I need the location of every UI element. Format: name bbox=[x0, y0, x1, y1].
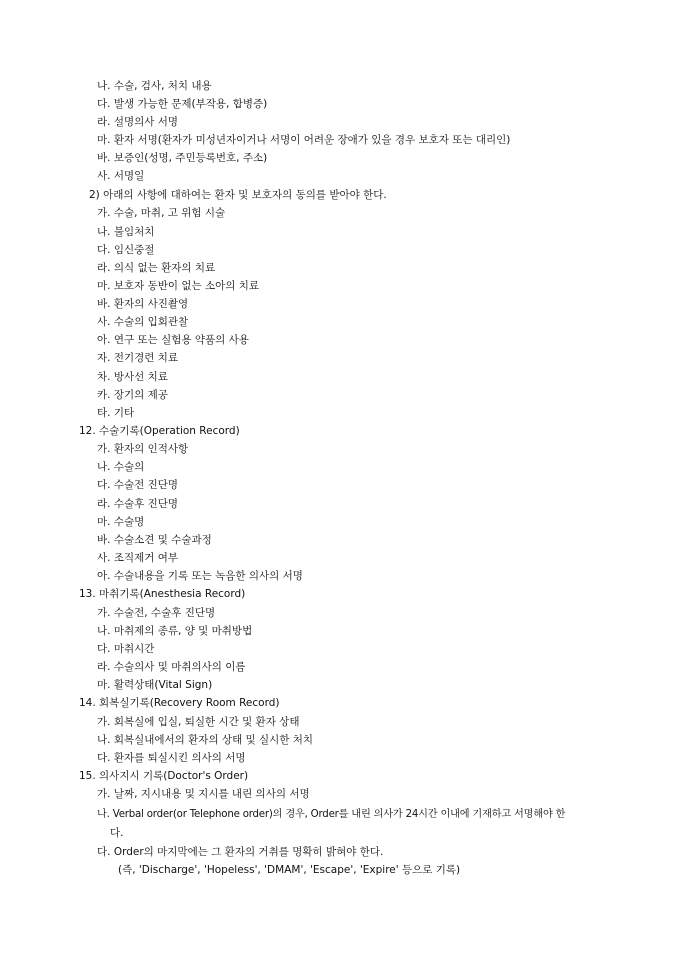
list-item: 카. 장기의 제공 bbox=[97, 389, 168, 401]
list-item: 가. 환자의 인적사항 bbox=[97, 443, 189, 455]
section-heading: 12. 수술기록(Operation Record) bbox=[79, 425, 240, 437]
list-item: 가. 회복실에 입실, 퇴실한 시간 및 환자 상태 bbox=[97, 716, 300, 728]
section-heading: 14. 회복실기록(Recovery Room Record) bbox=[79, 697, 280, 709]
list-item: 마. 활력상태(Vital Sign) bbox=[97, 679, 213, 691]
list-item: 나. 불임처치 bbox=[97, 226, 155, 238]
section-heading: 15. 의사지시 기록(Doctor's Order) bbox=[79, 770, 249, 782]
list-item: 나. 마취제의 종류, 양 및 마취방법 bbox=[97, 625, 253, 637]
list-item: 아. 연구 또는 실험용 약품의 사용 bbox=[97, 334, 249, 346]
list-item: 사. 수술의 입회관찰 bbox=[97, 316, 189, 328]
list-item-continuation: 다. bbox=[110, 827, 124, 839]
list-item: 자. 전기경련 치료 bbox=[97, 352, 179, 364]
list-item: 라. 의식 없는 환자의 치료 bbox=[97, 262, 216, 274]
list-item: 라. 설명의사 서명 bbox=[97, 116, 179, 128]
list-item: 다. Order의 마지막에는 그 환자의 거취를 명확히 밝혀야 한다. bbox=[97, 846, 384, 858]
list-item: 나. 수술, 검사, 처치 내용 bbox=[97, 80, 212, 92]
list-item: 나. 수술의 bbox=[97, 461, 145, 473]
list-item: 가. 날짜, 지시내용 및 지시를 내린 의사의 서명 bbox=[97, 788, 310, 800]
list-item: 바. 보증인(성명, 주민등록번호, 주소) bbox=[97, 152, 268, 164]
list-item: 다. 발생 가능한 문제(부작용, 합병증) bbox=[97, 98, 268, 110]
list-item: 나. Verbal order(or Telephone order)의 경우, Order를 내린 의사가 24시간 이내에 기재하고 서명해야 한 bbox=[97, 809, 566, 820]
list-item: 마. 환자 서명(환자가 미성년자이거나 서명이 어려운 장애가 있을 경우 보호자 또는 대리인) bbox=[97, 134, 511, 146]
section-heading: 13. 마취기록(Anesthesia Record) bbox=[79, 588, 246, 600]
list-item: 사. 조직제거 여부 bbox=[97, 552, 179, 564]
list-item: 바. 환자의 사진촬영 bbox=[97, 298, 189, 310]
note-text: (즉, 'Discharge', 'Hopeless', 'DMAM', 'Escape', 'Expire' 등으로 기록) bbox=[118, 864, 461, 876]
list-item: 다. 마취시간 bbox=[97, 643, 155, 655]
list-item: 마. 수술명 bbox=[97, 516, 145, 528]
list-item: 라. 수술후 진단명 bbox=[97, 498, 179, 510]
list-item: 차. 방사선 치료 bbox=[97, 371, 168, 383]
list-item: 가. 수술, 마취, 고 위험 시술 bbox=[97, 207, 226, 219]
list-item: 다. 수술전 진단명 bbox=[97, 479, 179, 491]
list-item: 타. 기타 bbox=[97, 407, 135, 419]
list-item: 마. 보호자 동반이 없는 소아의 치료 bbox=[97, 280, 260, 292]
list-item: 라. 수술의사 및 마취의사의 이름 bbox=[97, 661, 246, 673]
list-item: 가. 수술전, 수술후 진단명 bbox=[97, 607, 216, 619]
list-item: 다. 임신중절 bbox=[97, 244, 155, 256]
list-item: 나. 회복실내에서의 환자의 상태 및 실시한 처치 bbox=[97, 734, 314, 746]
list-item: 다. 환자를 퇴실시킨 의사의 서명 bbox=[97, 752, 246, 764]
section-heading: 2) 아래의 사항에 대하여는 환자 및 보호자의 동의를 받아야 한다. bbox=[89, 189, 387, 201]
list-item: 사. 서명일 bbox=[97, 170, 145, 182]
list-item: 아. 수술내용을 기록 또는 녹음한 의사의 서명 bbox=[97, 570, 303, 582]
list-item: 바. 수술소견 및 수술과정 bbox=[97, 534, 212, 546]
